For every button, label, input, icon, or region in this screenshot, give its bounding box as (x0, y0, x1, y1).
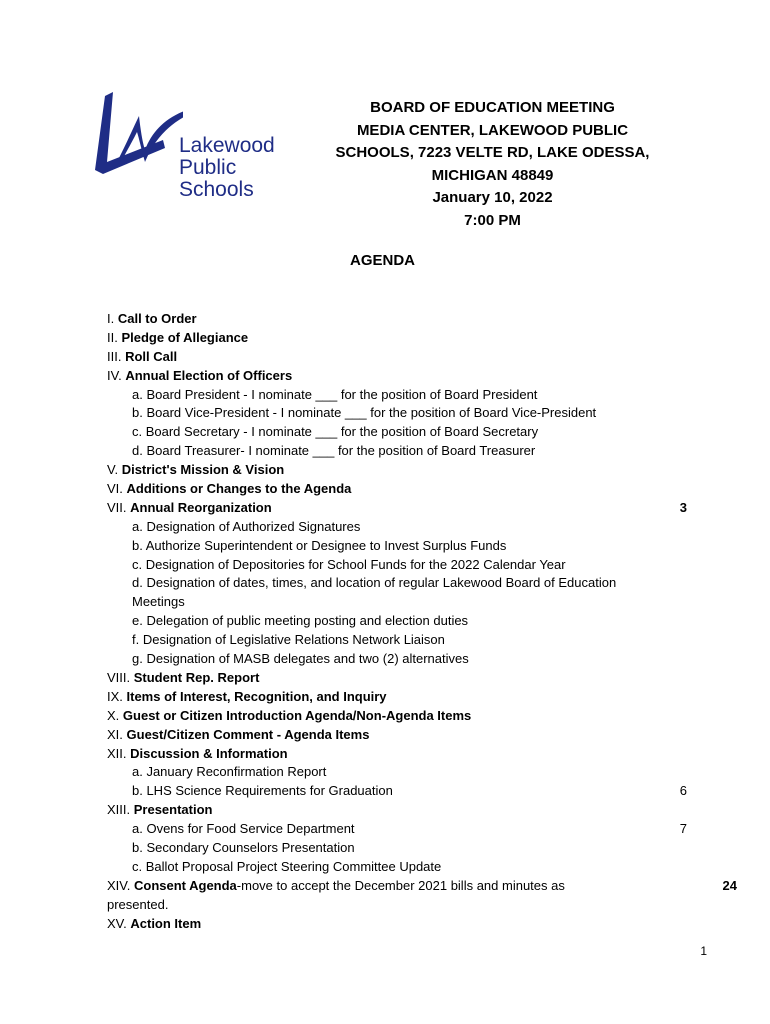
agenda-subitem: b. LHS Science Requirements for Graduation 6 (107, 782, 697, 801)
district-logo (93, 88, 315, 201)
agenda-subitem: f. Designation of Legislative Relations Network Liaison (132, 632, 445, 648)
agenda-item: II. Pledge of Allegiance (107, 329, 249, 345)
agenda-item: IX. Items of Interest, Recognition, and Inquiry (107, 688, 387, 704)
agenda-item: X. Guest or Citizen Introduction Agenda/Non-Agenda Items (107, 707, 472, 723)
agenda-subitem: c. Board Secretary - I nominate ___ for the position of Board Secretary (132, 424, 539, 440)
page-number: 1 (700, 944, 707, 958)
page-reference: 24 (722, 877, 737, 893)
agenda-subitem: c. Ballot Proposal Project Steering Committee Update (132, 858, 442, 874)
agenda-subitem: c. Designation of Depositories for School Funds for the 2022 Calendar Year (132, 556, 566, 572)
meeting-heading (320, 97, 665, 232)
page-reference: 7 (679, 821, 687, 837)
heading-line-1: BOARD OF EDUCATION MEETING (370, 99, 615, 116)
logo-line-2: Public Schools (179, 156, 254, 201)
agenda-subitem: a. Designation of Authorized Signatures (132, 518, 361, 534)
lw-logo-mark-icon (93, 88, 183, 184)
agenda-subitem: b. Board Vice-President - I nominate ___ for the position of Board Vice-President (132, 405, 597, 421)
agenda-subitem: a. Ovens for Food Service Department 7 (107, 820, 697, 839)
agenda-subitem: d. Designation of dates, times, and location of regular Lakewood Board of Education Meetings (132, 575, 617, 610)
agenda-title: AGENDA (350, 252, 416, 269)
logo-wordmark (179, 135, 315, 201)
agenda-subitem: d. Board Treasurer- I nominate ___ for the position of Board Treasurer (132, 443, 536, 459)
agenda-subitem: b. Secondary Counselors Presentation (132, 839, 355, 855)
page-reference: 6 (679, 783, 687, 799)
agenda-item: XII. Discussion & Information (107, 745, 288, 761)
agenda-item: VII. Annual Reorganization 3 (107, 499, 697, 518)
agenda-item: XV. Action Item (107, 915, 202, 931)
agenda-subitem: e. Delegation of public meeting posting and election duties (132, 613, 469, 629)
agenda-item: III. Roll Call (107, 348, 178, 364)
agenda-item: XIII. Presentation (107, 802, 213, 818)
meeting-time: 7:00 PM (464, 211, 521, 229)
agenda-item: VI. Additions or Changes to the Agenda (107, 481, 352, 497)
agenda-item: XIV. Consent Agenda-move to accept the December 2021 bills and minutes as presented. 24 (107, 877, 737, 912)
agenda-item: IV. Annual Election of Officers (107, 367, 293, 383)
agenda-subitem: b. Authorize Superintendent or Designee to Invest Surplus Funds (132, 537, 507, 553)
agenda-subitem: g. Designation of MASB delegates and two (2) alternatives (132, 651, 469, 667)
agenda-subitem: a. January Reconfirmation Report (132, 764, 327, 780)
page-reference: 3 (679, 499, 687, 515)
agenda-item: I. Call to Order (107, 311, 197, 326)
logo-line-1: Lakewood (179, 134, 275, 157)
heading-line-2: MEDIA CENTER, LAKEWOOD PUBLIC (356, 121, 629, 139)
agenda-item: VIII. Student Rep. Report (107, 669, 260, 685)
agenda-item: XI. Guest/Citizen Comment - Agenda Items (107, 726, 370, 742)
agenda-subitem: a. Board President - I nominate ___ for the position of Board President (132, 386, 538, 402)
meeting-date: January 10, 2022 (432, 189, 553, 206)
heading-line-3: SCHOOLS, 7223 VELTE RD, LAKE ODESSA, (335, 144, 650, 161)
heading-line-4: MICHIGAN 48849 (431, 166, 554, 184)
agenda-list (107, 310, 737, 933)
agenda-item: V. District's Mission & Vision (107, 462, 285, 478)
